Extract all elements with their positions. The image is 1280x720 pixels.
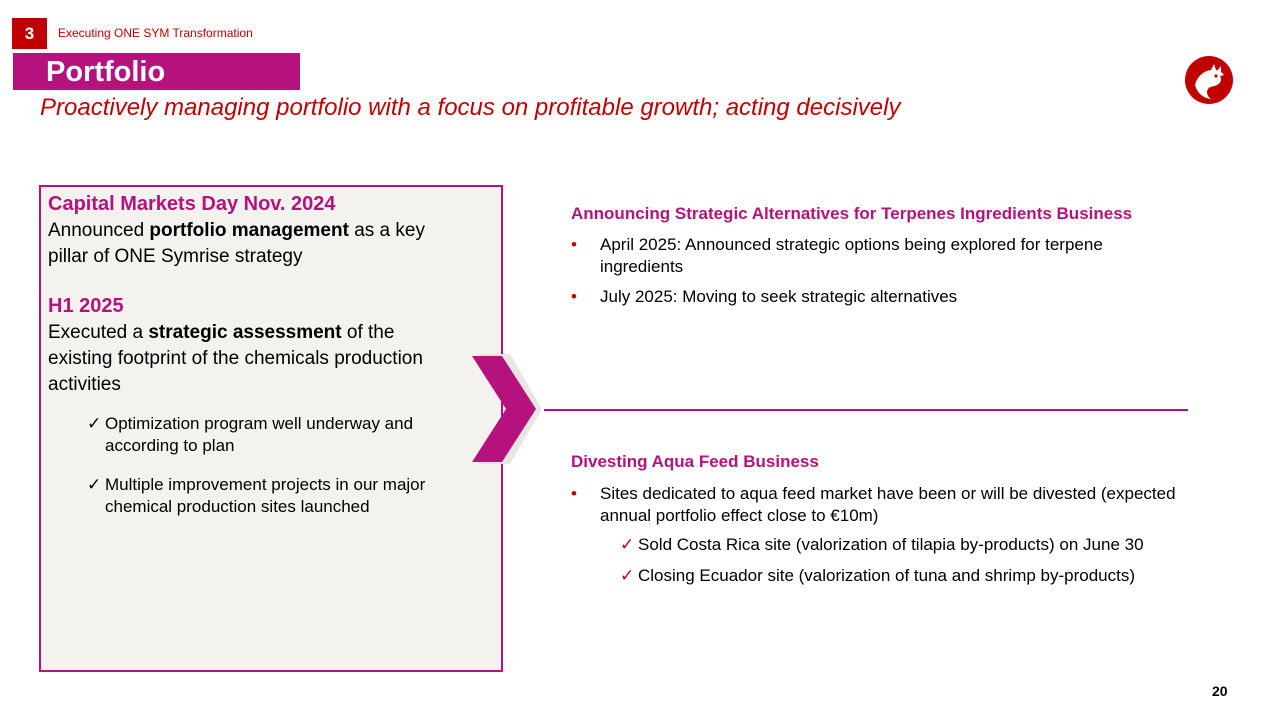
- h1-heading: H1 2025: [48, 295, 124, 317]
- cmd-summary-panel: Capital Markets Day Nov. 2024 Announced portfolio management as a key pillar of ONE Symrise strategy H1 2025 Executed a strategic assessment of the existing footprint of the chemicals production activities ✓ Optimization program well underway and according to plan ✓ Multiple improvement projects in our major chemical production sites launched: [39, 185, 503, 672]
- h1-text: Executed a strategic assessment of the existing footprint of the chemicals production activities: [48, 322, 423, 395]
- section-label: Executing ONE SYM Transformation: [58, 26, 253, 40]
- cmd-text: Announced portfolio management as a key pillar of ONE Symrise strategy: [48, 220, 425, 267]
- page-number: 20: [1212, 683, 1228, 699]
- check-icon: ✓: [87, 414, 102, 433]
- terpenes-heading: Announcing Strategic Alternatives for Terpenes Ingredients Business: [571, 204, 1133, 223]
- aqua-heading: Divesting Aqua Feed Business: [571, 452, 819, 471]
- symrise-dragon-logo: [1183, 55, 1235, 105]
- title-bar: [13, 53, 300, 90]
- chevron-right-icon: [470, 350, 550, 468]
- page-subtitle: Proactively managing portfolio with a focus on profitable growth; acting decisively: [40, 94, 901, 121]
- page-title: Portfolio: [46, 56, 166, 88]
- bullet-icon: •: [571, 484, 577, 503]
- bullet-icon: •: [571, 235, 577, 254]
- check-icon: ✓: [87, 475, 102, 494]
- cmd-heading: Capital Markets Day Nov. 2024: [48, 193, 336, 215]
- section-number-badge: 3: [12, 18, 47, 49]
- section-divider: [544, 409, 1188, 411]
- bullet-icon: •: [571, 287, 577, 306]
- check-icon: ✓: [620, 535, 635, 554]
- check-icon: ✓: [620, 566, 635, 585]
